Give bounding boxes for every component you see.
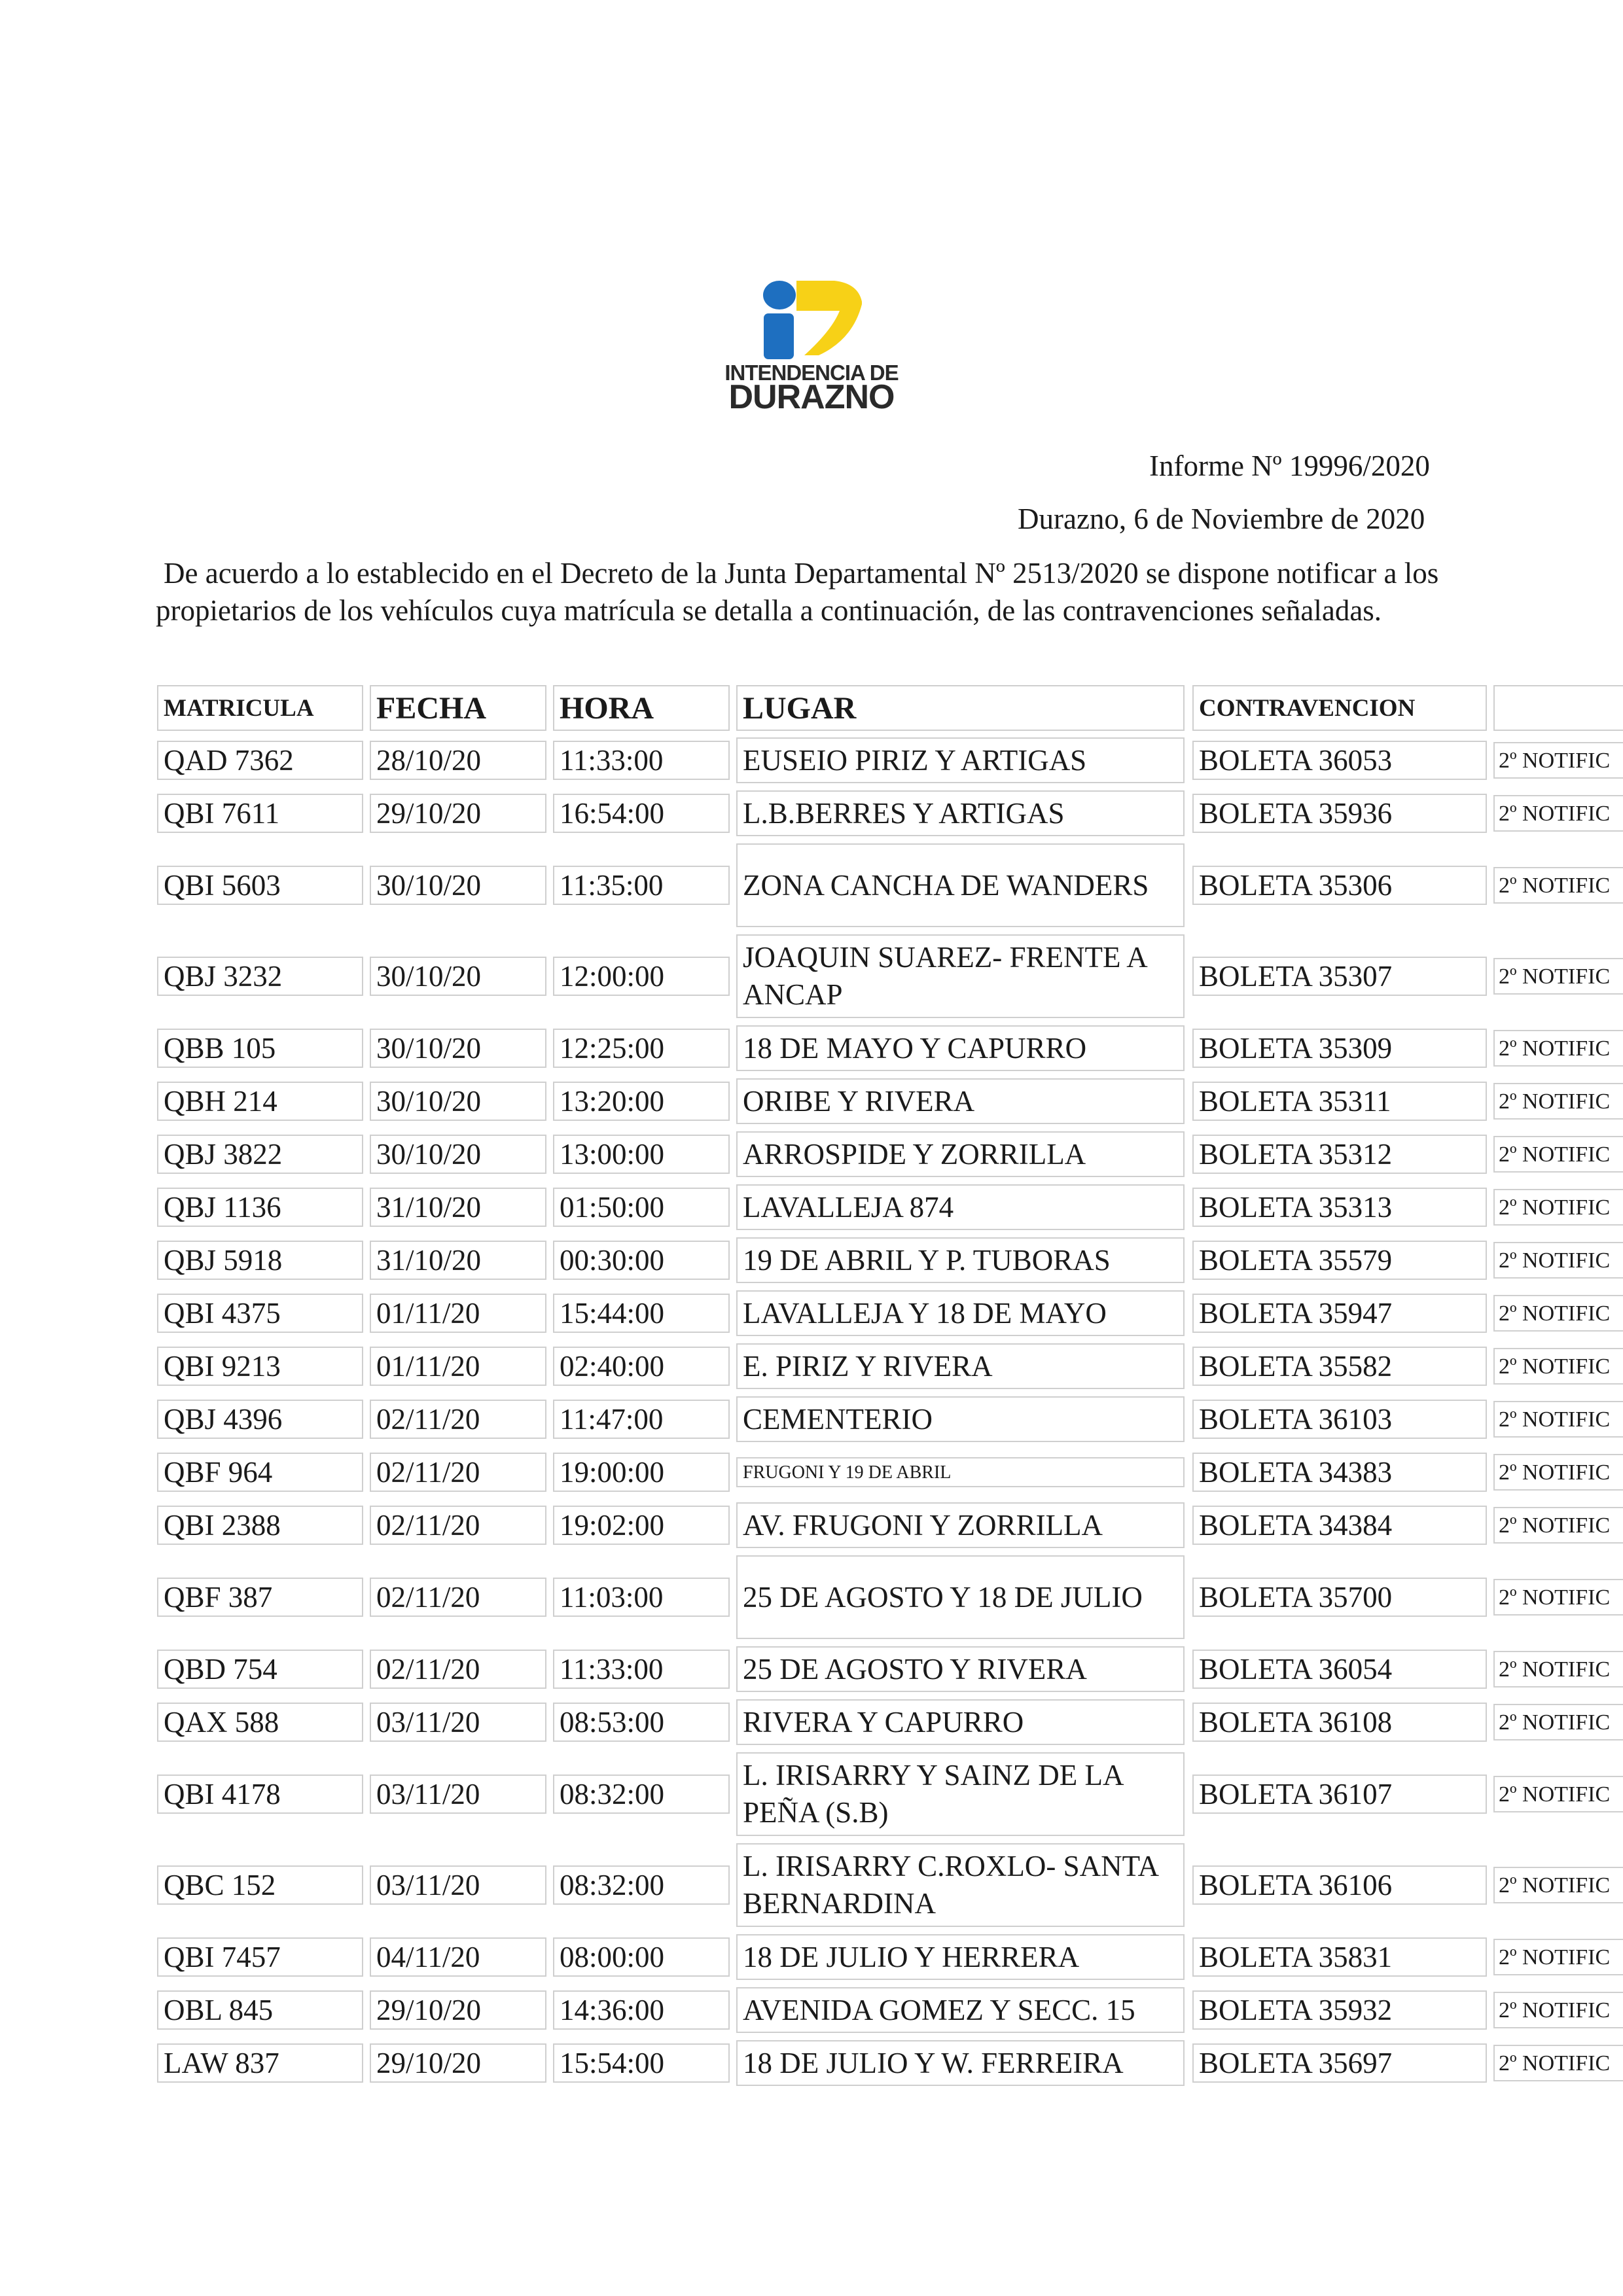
cell-fecha: 02/11/20 (370, 1453, 546, 1492)
cell-estado: 2º NOTIFIC (1493, 1704, 1623, 1740)
cell-fecha: 03/11/20 (370, 1703, 546, 1742)
cell-lugar: AV. FRUGONI Y ZORRILLA (736, 1502, 1185, 1548)
cell-lugar: L.B.BERRES Y ARTIGAS (736, 790, 1185, 836)
cell-matricula: QBI 7457 (157, 1937, 363, 1977)
cell-matricula: QBJ 4396 (157, 1400, 363, 1439)
cell-fecha: 30/10/20 (370, 1135, 546, 1174)
header-estado (1493, 685, 1623, 731)
logo (710, 272, 919, 416)
cell-lugar: ARROSPIDE Y ZORRILLA (736, 1131, 1185, 1177)
header-contravencion: CONTRAVENCION (1192, 685, 1487, 731)
cell-hora: 08:00:00 (553, 1937, 730, 1977)
header-lugar: LUGAR (736, 685, 1185, 731)
cell-estado: 2º NOTIFIC (1493, 2045, 1623, 2081)
cell-lugar: 18 DE JULIO Y W. FERREIRA (736, 2040, 1185, 2086)
document-date: Durazno, 6 de Noviembre de 2020 (1018, 503, 1425, 535)
cell-matricula: QAX 588 (157, 1703, 363, 1742)
cell-matricula: QBI 4375 (157, 1294, 363, 1333)
header-hora: HORA (553, 685, 730, 731)
cell-matricula: OBL 845 (157, 1990, 363, 2030)
cell-estado: 2º NOTIFIC (1493, 1651, 1623, 1687)
cell-hora: 08:53:00 (553, 1703, 730, 1742)
cell-fecha: 31/10/20 (370, 1188, 546, 1227)
cell-matricula: QBF 387 (157, 1578, 363, 1617)
cell-estado: 2º NOTIFIC (1493, 1295, 1623, 1332)
cell-fecha: 29/10/20 (370, 794, 546, 833)
cell-lugar: 25 DE AGOSTO Y 18 DE JULIO (736, 1555, 1185, 1639)
cell-contravencion: BOLETA 36054 (1192, 1650, 1487, 1689)
cell-lugar: FRUGONI Y 19 DE ABRIL (736, 1457, 1185, 1487)
cell-matricula: QBI 2388 (157, 1506, 363, 1545)
cell-hora: 19:00:00 (553, 1453, 730, 1492)
cell-lugar: AVENIDA GOMEZ Y SECC. 15 (736, 1987, 1185, 2033)
cell-fecha: 31/10/20 (370, 1241, 546, 1280)
cell-matricula: QBJ 1136 (157, 1188, 363, 1227)
cell-contravencion: BOLETA 35306 (1192, 866, 1487, 905)
cell-hora: 11:03:00 (553, 1578, 730, 1617)
cell-matricula: QBJ 5918 (157, 1241, 363, 1280)
cell-fecha: 30/10/20 (370, 1029, 546, 1068)
cell-estado: 2º NOTIFIC (1493, 795, 1623, 832)
header-matricula: MATRICULA (157, 685, 363, 731)
cell-matricula: QBB 105 (157, 1029, 363, 1068)
cell-contravencion: BOLETA 36106 (1192, 1865, 1487, 1905)
cell-hora: 08:32:00 (553, 1865, 730, 1905)
cell-estado: 2º NOTIFIC (1493, 1348, 1623, 1385)
cell-matricula: QBF 964 (157, 1453, 363, 1492)
cell-matricula: QBI 4178 (157, 1775, 363, 1814)
cell-matricula: QBJ 3232 (157, 957, 363, 996)
cell-lugar: 18 DE MAYO Y CAPURRO (736, 1025, 1185, 1071)
cell-matricula: QAD 7362 (157, 741, 363, 780)
cell-contravencion: BOLETA 34384 (1192, 1506, 1487, 1545)
cell-hora: 12:25:00 (553, 1029, 730, 1068)
cell-contravencion: BOLETA 35582 (1192, 1347, 1487, 1386)
cell-fecha: 29/10/20 (370, 1990, 546, 2030)
cell-matricula: QBC 152 (157, 1865, 363, 1905)
cell-hora: 11:33:00 (553, 1650, 730, 1689)
cell-estado: 2º NOTIFIC (1493, 1189, 1623, 1226)
cell-lugar: E. PIRIZ Y RIVERA (736, 1343, 1185, 1389)
cell-lugar: LAVALLEJA Y 18 DE MAYO (736, 1290, 1185, 1336)
cell-matricula: QBI 9213 (157, 1347, 363, 1386)
cell-contravencion: BOLETA 36053 (1192, 741, 1487, 780)
cell-lugar: 25 DE AGOSTO Y RIVERA (736, 1646, 1185, 1692)
cell-estado: 2º NOTIFIC (1493, 1579, 1623, 1616)
cell-estado: 2º NOTIFIC (1493, 1454, 1623, 1491)
logo-mark-icon (710, 272, 919, 363)
cell-lugar: EUSEIO PIRIZ Y ARTIGAS (736, 737, 1185, 783)
cell-contravencion: BOLETA 35312 (1192, 1135, 1487, 1174)
cell-lugar: ORIBE Y RIVERA (736, 1078, 1185, 1124)
cell-hora: 02:40:00 (553, 1347, 730, 1386)
cell-contravencion: BOLETA 35579 (1192, 1241, 1487, 1280)
cell-fecha: 29/10/20 (370, 2043, 546, 2083)
intro-paragraph: De acuerdo a lo establecido en el Decreto de la Junta Departamental Nº 2513/2020 se dispone notificar a los propietarios de los vehículos cuya matrícula se detalla a continuación, de las contravenciones señaladas. (156, 557, 1439, 627)
cell-hora: 08:32:00 (553, 1775, 730, 1814)
cell-fecha: 28/10/20 (370, 741, 546, 780)
cell-fecha: 02/11/20 (370, 1400, 546, 1439)
cell-contravencion: BOLETA 35700 (1192, 1578, 1487, 1617)
cell-estado: 2º NOTIFIC (1493, 1083, 1623, 1120)
cell-estado: 2º NOTIFIC (1493, 1136, 1623, 1173)
cell-contravencion: BOLETA 35311 (1192, 1082, 1487, 1121)
cell-hora: 12:00:00 (553, 957, 730, 996)
cell-matricula: LAW 837 (157, 2043, 363, 2083)
cell-matricula: QBI 7611 (157, 794, 363, 833)
cell-estado: 2º NOTIFIC (1493, 1867, 1623, 1903)
cell-lugar: L. IRISARRY C.ROXLO- SANTA BERNARDINA (736, 1843, 1185, 1927)
cell-contravencion: BOLETA 34383 (1192, 1453, 1487, 1492)
cell-estado: 2º NOTIFIC (1493, 867, 1623, 904)
cell-lugar: ZONA CANCHA DE WANDERS (736, 843, 1185, 927)
cell-estado: 2º NOTIFIC (1493, 1776, 1623, 1812)
cell-contravencion: BOLETA 35932 (1192, 1990, 1487, 2030)
cell-hora: 16:54:00 (553, 794, 730, 833)
cell-hora: 00:30:00 (553, 1241, 730, 1280)
logo-line1: INTENDENCIA DE (724, 361, 899, 385)
cell-lugar: 19 DE ABRIL Y P. TUBORAS (736, 1237, 1185, 1283)
cell-hora: 13:00:00 (553, 1135, 730, 1174)
cell-fecha: 02/11/20 (370, 1650, 546, 1689)
cell-contravencion: BOLETA 35936 (1192, 794, 1487, 833)
cell-fecha: 03/11/20 (370, 1865, 546, 1905)
cell-fecha: 02/11/20 (370, 1578, 546, 1617)
cell-fecha: 30/10/20 (370, 957, 546, 996)
cell-fecha: 30/10/20 (370, 866, 546, 905)
cell-matricula: QBD 754 (157, 1650, 363, 1689)
cell-contravencion: BOLETA 35307 (1192, 957, 1487, 996)
cell-matricula: QBH 214 (157, 1082, 363, 1121)
cell-hora: 11:47:00 (553, 1400, 730, 1439)
cell-estado: 2º NOTIFIC (1493, 1401, 1623, 1438)
cell-contravencion: BOLETA 35947 (1192, 1294, 1487, 1333)
cell-contravencion: BOLETA 35831 (1192, 1937, 1487, 1977)
cell-contravencion: BOLETA 36108 (1192, 1703, 1487, 1742)
cell-fecha: 01/11/20 (370, 1294, 546, 1333)
cell-estado: 2º NOTIFIC (1493, 1939, 1623, 1975)
cell-hora: 14:36:00 (553, 1990, 730, 2030)
cell-fecha: 01/11/20 (370, 1347, 546, 1386)
cell-hora: 13:20:00 (553, 1082, 730, 1121)
cell-estado: 2º NOTIFIC (1493, 1992, 1623, 2028)
cell-estado: 2º NOTIFIC (1493, 1242, 1623, 1279)
cell-lugar: CEMENTERIO (736, 1396, 1185, 1442)
cell-contravencion: BOLETA 36103 (1192, 1400, 1487, 1439)
cell-fecha: 02/11/20 (370, 1506, 546, 1545)
informe-number: Informe Nº 19996/2020 (1149, 450, 1430, 482)
cell-hora: 01:50:00 (553, 1188, 730, 1227)
cell-estado: 2º NOTIFIC (1493, 958, 1623, 995)
cell-contravencion: BOLETA 35313 (1192, 1188, 1487, 1227)
cell-hora: 19:02:00 (553, 1506, 730, 1545)
cell-hora: 15:44:00 (553, 1294, 730, 1333)
cell-hora: 11:35:00 (553, 866, 730, 905)
cell-lugar: RIVERA Y CAPURRO (736, 1699, 1185, 1745)
cell-estado: 2º NOTIFIC (1493, 1030, 1623, 1067)
cell-fecha: 30/10/20 (370, 1082, 546, 1121)
cell-estado: 2º NOTIFIC (1493, 742, 1623, 779)
cell-contravencion: BOLETA 35309 (1192, 1029, 1487, 1068)
cell-lugar: LAVALLEJA 874 (736, 1184, 1185, 1230)
cell-lugar: 18 DE JULIO Y HERRERA (736, 1934, 1185, 1980)
cell-contravencion: BOLETA 36107 (1192, 1775, 1487, 1814)
cell-lugar: L. IRISARRY Y SAINZ DE LA PEÑA (S.B) (736, 1752, 1185, 1836)
cell-matricula: QBJ 3822 (157, 1135, 363, 1174)
cell-hora: 11:33:00 (553, 741, 730, 780)
cell-hora: 15:54:00 (553, 2043, 730, 2083)
cell-lugar: JOAQUIN SUAREZ- FRENTE A ANCAP (736, 934, 1185, 1018)
cell-fecha: 03/11/20 (370, 1775, 546, 1814)
cell-matricula: QBI 5603 (157, 866, 363, 905)
cell-estado: 2º NOTIFIC (1493, 1507, 1623, 1544)
header-fecha: FECHA (370, 685, 546, 731)
cell-fecha: 04/11/20 (370, 1937, 546, 1977)
logo-line2: DURAZNO (728, 378, 895, 416)
cell-contravencion: BOLETA 35697 (1192, 2043, 1487, 2083)
